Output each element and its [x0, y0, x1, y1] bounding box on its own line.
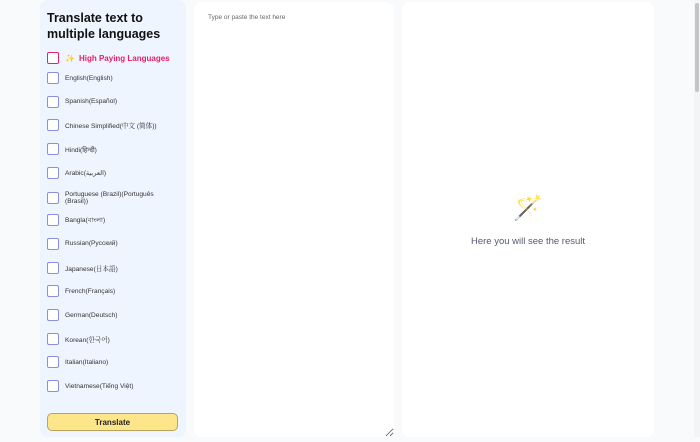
- language-sidebar: [40, 0, 186, 437]
- language-checkbox[interactable]: [47, 143, 177, 155]
- translate-button[interactable]: Translate: [47, 413, 178, 431]
- language-checkbox[interactable]: [47, 119, 177, 131]
- language-checkbox[interactable]: [47, 262, 177, 274]
- language-label: Hindi(हिन्दी): [65, 146, 97, 154]
- language-checkbox[interactable]: [47, 380, 177, 392]
- magic-wand-icon: 🪄: [513, 195, 543, 222]
- language-label: German(Deutsch): [65, 311, 118, 319]
- language-label: Arabic(العربية): [65, 169, 107, 177]
- checkbox[interactable]: [47, 96, 59, 108]
- language-label: Russian(Русский): [65, 240, 118, 248]
- checkbox[interactable]: [47, 72, 59, 84]
- language-label: Spanish(Español): [65, 98, 118, 106]
- checkbox[interactable]: [47, 285, 59, 297]
- source-text-input[interactable]: [194, 2, 394, 437]
- checkbox[interactable]: [47, 238, 59, 250]
- language-label: Bangla(বাংলা): [65, 217, 106, 225]
- result-panel: [402, 2, 654, 437]
- language-checkbox[interactable]: [47, 167, 177, 179]
- language-label: Portuguese (Brazil)(Português (Brasil)): [65, 190, 154, 205]
- language-checkbox[interactable]: [47, 238, 177, 250]
- language-label: French(Français): [65, 287, 116, 295]
- language-checkbox[interactable]: [47, 191, 177, 205]
- checkbox-label: High Paying Languages: [78, 53, 170, 63]
- sparkle-icon: ✨: [65, 53, 75, 63]
- scrollbar-thumb[interactable]: [695, 3, 699, 92]
- checkbox[interactable]: [47, 214, 59, 226]
- language-label: Vietnamese(Tiếng Việt): [65, 382, 134, 390]
- language-checkbox[interactable]: [47, 285, 177, 297]
- checkbox[interactable]: [47, 192, 59, 204]
- language-label: Italian(Italiano): [65, 358, 109, 366]
- result-placeholder: Here you will see the result: [470, 236, 586, 247]
- language-checkbox[interactable]: [47, 356, 177, 368]
- checkbox[interactable]: [47, 356, 59, 368]
- language-label: Japanese(日本語): [65, 265, 118, 273]
- language-label: Korean(한국어): [65, 336, 110, 344]
- checkbox[interactable]: [47, 262, 59, 274]
- page-title: Translate text to multiple languages: [47, 11, 161, 41]
- high-paying-languages-checkbox[interactable]: [47, 52, 177, 64]
- source-text-panel: [194, 2, 394, 437]
- checkbox[interactable]: [47, 119, 59, 131]
- checkbox[interactable]: [47, 52, 59, 64]
- language-label: English(English): [65, 74, 113, 82]
- checkbox[interactable]: [47, 143, 59, 155]
- checkbox[interactable]: [47, 380, 59, 392]
- checkbox[interactable]: [47, 167, 59, 179]
- language-label: Chinese Simplified(中文 (简体)): [65, 123, 157, 131]
- language-checkbox[interactable]: [47, 333, 177, 345]
- language-checkbox[interactable]: [47, 72, 177, 84]
- checkbox[interactable]: [47, 333, 59, 345]
- language-checkbox[interactable]: [47, 96, 177, 108]
- checkbox[interactable]: [47, 309, 59, 321]
- language-checkbox[interactable]: [47, 309, 177, 321]
- language-checkbox[interactable]: [47, 214, 177, 226]
